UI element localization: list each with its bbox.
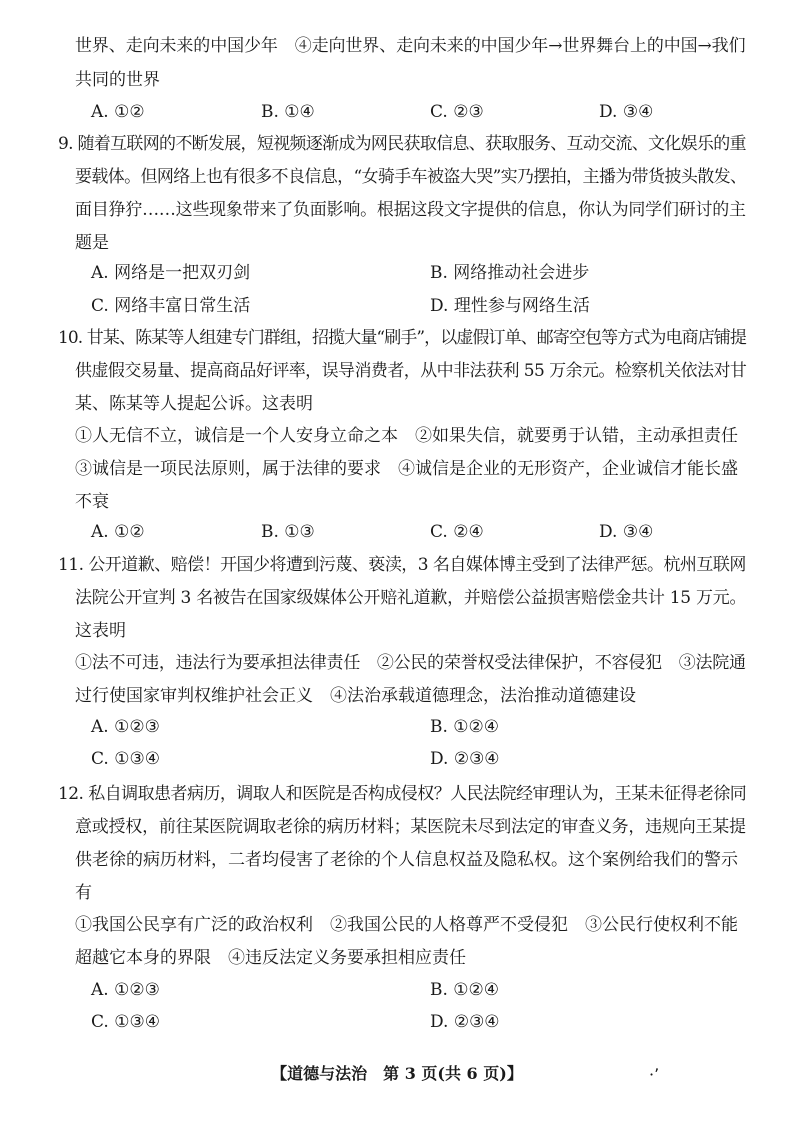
q12-stem-line-4: 有 <box>75 883 92 903</box>
q12-stem-line-3: 供老徐的病历材料，二者均侵害了老徐的个人信息权益及隐私权。这个案例给我们的警示 <box>75 850 738 870</box>
q8-continuation-line-1: 世界、走向未来的中国少年 ④走向世界、走向未来的中国少年→世界舞台上的中国→我们 <box>75 36 746 56</box>
q8-option-a: A. ①② <box>91 102 145 122</box>
q8-option-d: D. ③④ <box>599 102 654 122</box>
q10-statement-line-1: ①人无信不立，诚信是一个人安身立命之本 ②如果失信，就要勇于认错，主动承担责任 <box>75 426 738 446</box>
q12-option-b: B. ①②④ <box>430 980 500 1000</box>
q9-option-c: C. 网络丰富日常生活 <box>91 296 251 316</box>
q12-stem-line-2: 意或授权，前往某医院调取老徐的病历材料；某医院未尽到法定的审查义务，违规向王某提 <box>75 817 746 837</box>
q11-stem-line-1: 11. 公开道歉、赔偿！开国少将遭到污蔑、亵渎，3 名自媒体博主受到了法律严惩。杭州互联网 <box>58 555 746 575</box>
q8-option-c: C. ②③ <box>430 102 484 122</box>
q12-option-a: A. ①②③ <box>91 980 160 1000</box>
q11-option-b: B. ①②④ <box>430 717 500 737</box>
q10-stem-line-3: 某、陈某等人提起公诉。这表明 <box>75 394 313 414</box>
q10-option-b: B. ①③ <box>261 522 315 542</box>
q9-stem-line-1: 9. 随着互联网的不断发展，短视频逐渐成为网民获取信息、获取服务、互动交流、文化娱乐的重 <box>58 134 746 154</box>
q9-option-d: D. 理性参与网络生活 <box>430 296 590 316</box>
q10-statement-line-3: 不衰 <box>75 492 109 512</box>
q11-stem-line-3: 这表明 <box>75 621 126 641</box>
q8-option-b: B. ①④ <box>261 102 315 122</box>
q11-option-d: D. ②③④ <box>430 749 500 769</box>
q11-option-a: A. ①②③ <box>91 717 160 737</box>
q12-statement-line-1: ①我国公民享有广泛的政治权利 ②我国公民的人格尊严不受侵犯 ③公民行使权利不能 <box>75 915 738 935</box>
q9-stem-line-3: 面目狰狞……这些现象带来了负面影响。根据这段文字提供的信息，你认为同学们研讨的主 <box>75 200 746 220</box>
q11-statement-line-1: ①法不可违，违法行为要承担法律责任 ②公民的荣誉权受法律保护，不容侵犯 ③法院通 <box>75 653 746 673</box>
q12-option-d: D. ②③④ <box>430 1012 500 1032</box>
corner-mark: ·٬ <box>649 1065 660 1084</box>
q8-continuation-line-2: 共同的世界 <box>75 70 160 90</box>
q9-stem-line-4: 题是 <box>75 233 109 253</box>
q11-option-c: C. ①③④ <box>91 749 160 769</box>
q10-option-d: D. ③④ <box>599 522 654 542</box>
q9-stem-line-2: 要载体。但网络上也有很多不良信息，“女骑手车被盗大哭”实乃摆拍，主播为带货披头散发、 <box>75 167 747 187</box>
q10-stem-line-2: 供虚假交易量、提高商品好评率，误导消费者，从中非法获利 55 万余元。检察机关依法对甘 <box>75 361 747 381</box>
q10-option-a: A. ①② <box>91 522 145 542</box>
q12-statement-line-2: 超越它本身的界限 ④违反法定义务要承担相应责任 <box>75 948 466 968</box>
q10-stem-line-1: 10. 甘某、陈某等人组建专门群组，招揽大量“刷手”，以虚假订单、邮寄空包等方式为电商店铺提 <box>58 328 746 348</box>
q9-option-b: B. 网络推动社会进步 <box>430 263 590 283</box>
q12-stem-line-1: 12. 私自调取患者病历，调取人和医院是否构成侵权？人民法院经审理认为，王某未征得老徐同 <box>58 784 747 804</box>
page-footer: 【道德与法治 第 3 页(共 6 页)】 <box>271 1064 523 1083</box>
q9-option-a: A. 网络是一把双刃剑 <box>91 263 251 283</box>
q11-statement-line-2: 过行使国家审判权维护社会正义 ④法治承载道德理念，法治推动道德建设 <box>75 686 636 706</box>
q10-option-c: C. ②④ <box>430 522 484 542</box>
q12-option-c: C. ①③④ <box>91 1012 160 1032</box>
q11-stem-line-2: 法院公开宣判 3 名被告在国家级媒体公开赔礼道歉，并赔偿公益损害赔偿金共计 15 万元。 <box>75 588 747 608</box>
q10-statement-line-2: ③诚信是一项民法原则，属于法律的要求 ④诚信是企业的无形资产，企业诚信才能长盛 <box>75 459 738 479</box>
